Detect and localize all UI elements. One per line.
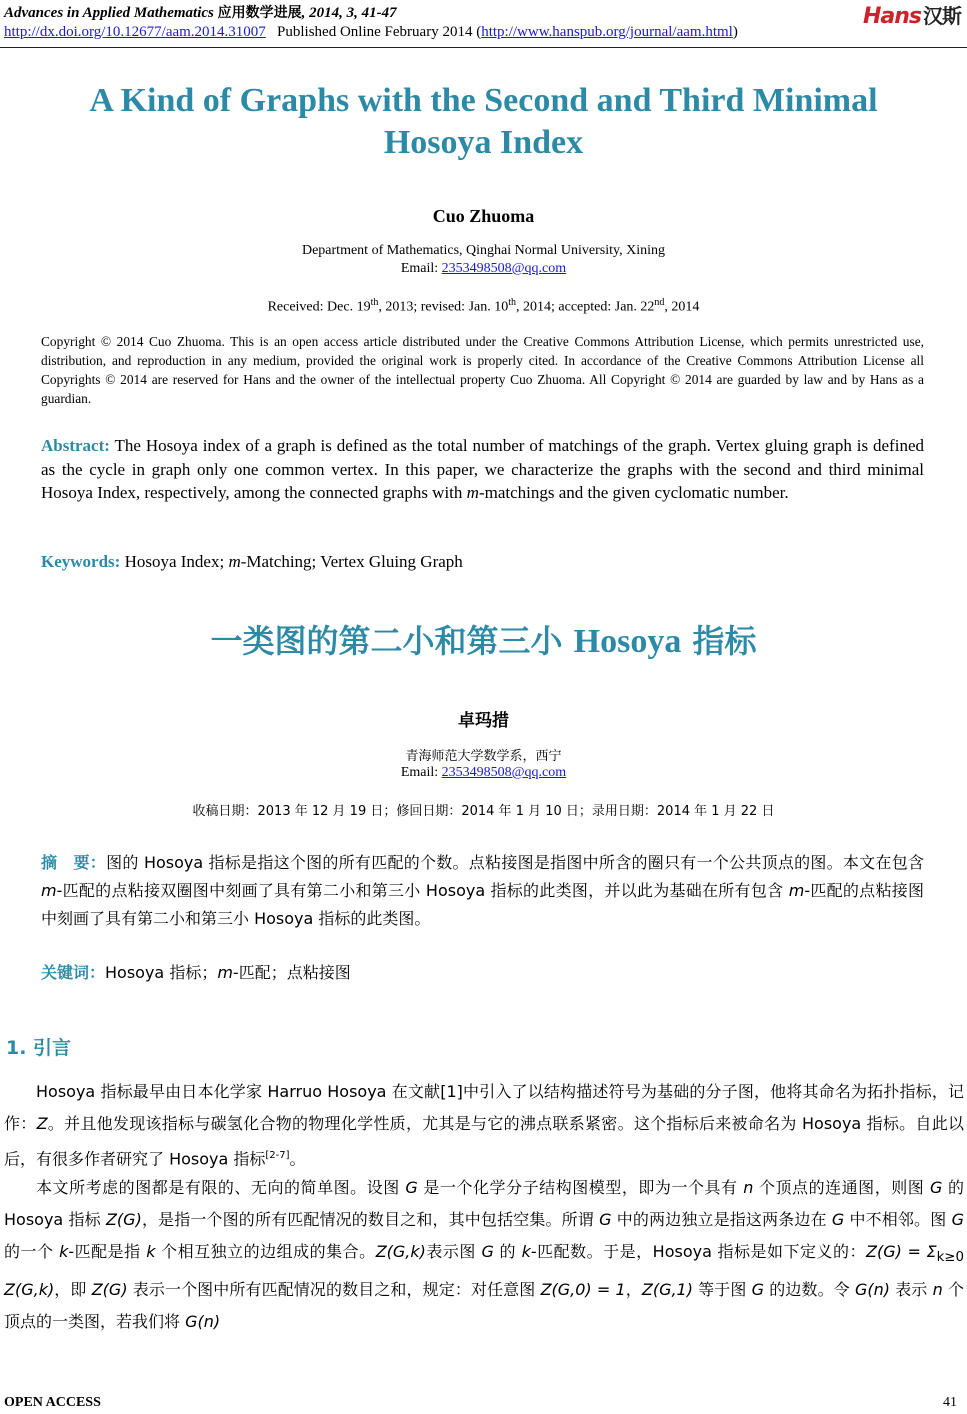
affiliation-en: Department of Mathematics, Qinghai Normal University, Xining xyxy=(301,243,665,258)
abstract-en: Abstract: The Hosoya index of a graph is defined as the total number of matchings of the graph. Vertex gluing graph is defined as the cycle in graph only one common vertex. In this paper, we characterize the graphs with the second and third minimal Hosoya Index, respectively, among the connected graphs with m-matchings and the given cyclomatic number. xyxy=(41,436,924,502)
section-heading-intro: 1. 引言 xyxy=(6,1037,72,1059)
journal-name-cn: 应用数学进展 xyxy=(217,5,302,21)
abstract-cn-label: 摘 要： xyxy=(41,853,107,872)
abstract-label: Abstract: xyxy=(41,436,110,455)
intro-paragraph-2: 本文所考虑的图都是有限的、无向的简单图。设图 G 是一个化学分子结构图模型，即为一个具有 n 个顶点的连通图，则图 G 的 Hosoya 指标 Z(G)，是指一个图的所有匹配情况的数目之和，其中包括空集。所谓 G 中的两边独立是指这两条边在 G 中不相邻。图 G 的一个 k-匹配是指 k 个相互独立的边组成的集合。Z(G,k)表示图 G 的 k-匹配数。于是，Hosoya 指标是如下定义的：$Z(G) = \Sigma_{k\ge 0}$ Z(G,k)，即 Z(G) 表示一个图中所有匹配情况的数目之和，规定：对任意图 Z(G,0) = 1，Z(G,1) 等于图 G 的边数。令 G(n) 表示 n 个顶点的一类图，若我们将 G(n) xyxy=(4,1178,964,1332)
email-link[interactable]: 2353498508@qq.com xyxy=(441,261,567,276)
journal-header xyxy=(4,2,397,22)
intro-paragraph-1: Hosoya 指标最早由日本化学家 Harruo Hosoya 在文献[1]中引入了以结构描述符号为基础的分子图，他将其命名为拓扑指标，记作：Z。并且他发现该指标与碳氢化合物的物理化学性质，尤其是与它的沸点联系紧密。这个指标后来被命名为 Hosoya 指标。自此以后，有很多作者研究了 Hosoya 指标[2-7]。 xyxy=(4,1082,964,1169)
keywords-en: Keywords: Hosoya Index; m-Matching; Vertex Gluing Graph xyxy=(41,552,463,571)
email-en: Email: 2353498508@qq.com xyxy=(400,261,567,276)
abstract-cn: 摘 要：图的 Hosoya 指标是指这个图的所有匹配的个数。点粘接图是指图中所含的圈只有一个公共顶点的图。本文在包含 m-匹配的点粘接双圈图中刻画了具有第二小和第三小 Hosoya 指标的此类图，并以此为基础在所有包含 m-匹配的点粘接图中刻画了具有第二小和第三小 Hosoya 指标的此类图。 xyxy=(41,853,924,928)
dates-cn: 收稿日期：2013 年 12 月 19 日；修回日期：2014 年 1 月 10 日；录用日期：2014 年 1 月 22 日 xyxy=(192,804,775,819)
dates-en: Received: Dec. 19th, 2013; revised: Jan. 10th, 2014; accepted: Jan. 22nd, 2014 xyxy=(267,297,700,315)
keywords-label: Keywords: xyxy=(41,552,121,571)
copyright-notice: Copyright © 2014 Cuo Zhuoma. This is an open access article distributed under the Creative Commons Attribution License, which permits unrestricted use, distribution, and reproduction in any medium, provided the original work is properly cited. In accordance of the Creative Commons Attribution License all Copyrights © 2014 are reserved for Hans and the owner of the intellectual property Cuo Zhuoma. All Copyright © 2014 are guarded by law and by Hans as a guardian. xyxy=(41,334,924,406)
journal-volume: , 2014, 3, 41-47 xyxy=(301,5,397,21)
author-en: Cuo Zhuoma xyxy=(432,206,535,226)
footer-page-number: 41 xyxy=(943,1395,957,1410)
doi-link[interactable]: http://dx.doi.org/10.12677/aam.2014.31007 xyxy=(4,24,266,40)
email-cn: Email: 2353498508@qq.com xyxy=(400,765,567,780)
email-link-cn[interactable]: 2353498508@qq.com xyxy=(441,765,567,780)
paper-title-cn: 一类图的第二小和第三小 Hosoya 指标 xyxy=(210,622,757,660)
footer-open-access: OPEN ACCESS xyxy=(4,1395,101,1410)
journal-name: Advances in Applied Mathematics xyxy=(4,5,214,21)
hans-logo: Hans 汉斯 xyxy=(862,4,961,29)
affiliation-cn: 青海师范大学数学系，西宁 xyxy=(405,749,562,764)
doi-line: http://dx.doi.org/10.12677/aam.2014.31007 Published Online February 2014 (http://www.hanspub.org/journal/aam.html) xyxy=(4,24,738,40)
published-text: Published Online February 2014 ( xyxy=(277,24,482,40)
keywords-cn: 关键词：Hosoya 指标；m-匹配；点粘接图 xyxy=(41,963,351,982)
header-divider xyxy=(0,47,967,48)
paper-title-en: A Kind of Graphs with the Second and Third Minimal Hosoya Index xyxy=(89,82,878,161)
journal-url-link[interactable]: http://www.hanspub.org/journal/aam.html xyxy=(481,24,733,40)
keywords-cn-label: 关键词： xyxy=(41,963,106,982)
author-cn: 卓玛措 xyxy=(458,711,509,731)
